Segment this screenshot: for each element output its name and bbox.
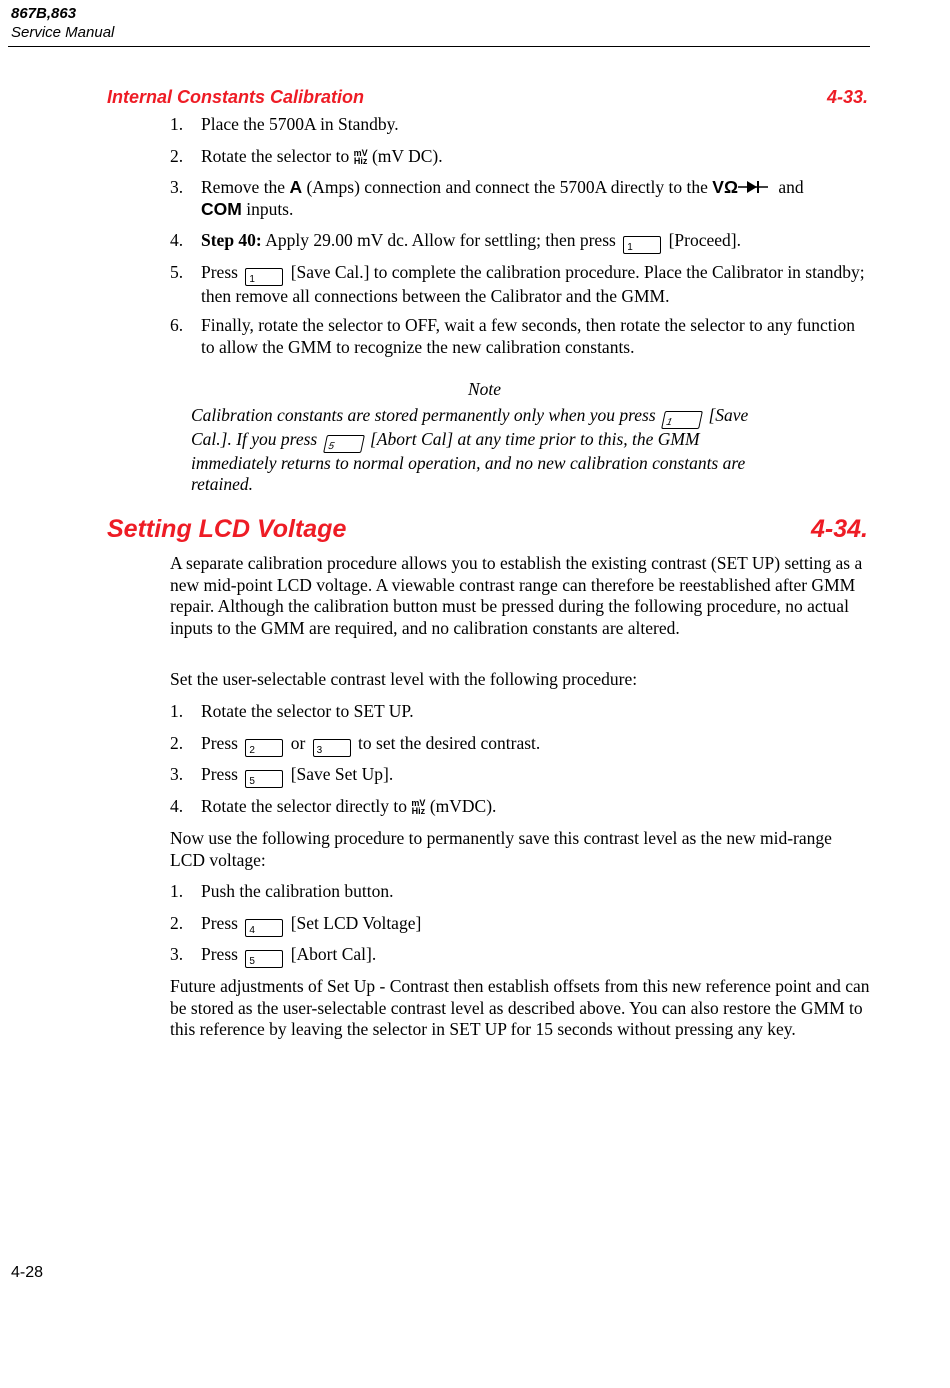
list-item: 2. Rotate the selector to mV Hiz (mV DC). <box>170 146 443 166</box>
list-item: 6. Finally, rotate the selector to OFF, wait a few seconds, then rotate the selector to any function to allow the GMM to recognize the new calibration constants. <box>170 315 856 357</box>
softkey-4: 4 <box>245 919 283 937</box>
softkey-5: 5 <box>245 950 283 968</box>
section-number: 4-34. <box>811 515 868 543</box>
header-rule <box>8 46 870 47</box>
section-title: Setting LCD Voltage <box>107 515 347 543</box>
softkey-3: 3 <box>313 739 351 757</box>
list-item: 5. Press 1 [Save Cal.] to complete the calibration procedure. Place the Calibrator in standby; then remove all connections between the Calibrator and the GMM. <box>170 262 865 306</box>
softkey-5: 5 <box>323 435 365 453</box>
list-item: 2. Press 2 or 3 to set the desired contrast. <box>170 733 541 756</box>
model-number: 867B,863 <box>11 5 77 22</box>
list-item: 4. Step 40: Apply 29.00 mV dc. Allow for settling; then press 1 [Proceed]. <box>170 230 741 253</box>
amps-terminal-label: A <box>289 177 303 197</box>
diode-icon <box>738 180 768 194</box>
save-intro-paragraph: Now use the following procedure to permanently save this contrast level as the new mid-range LCD voltage: <box>170 828 832 870</box>
closing-paragraph: Future adjustments of Set Up - Contrast then establish offsets from this new reference point and can be stored as the user-selectable contrast level as described above. You can also restore the GMM to this reference by leaving the selector in SET UP for 15 seconds without pressing any key. <box>170 976 870 1039</box>
running-header <box>11 4 114 42</box>
page-number: 4-28 <box>11 1264 44 1281</box>
section-title: Internal Constants Calibration <box>107 87 365 107</box>
softkey-2: 2 <box>245 739 283 757</box>
note-body: Calibration constants are stored permanently only when you press 1 [Save Cal.]. If you press 5 [Abort Cal] at any time prior to this, the GMM immediately returns to normal operation, and no new calibration constants are retained. <box>191 405 749 495</box>
mv-hiz-symbol: mV Hiz <box>411 798 426 816</box>
note-heading: Note <box>468 379 502 399</box>
list-item: 2. Press 4 [Set LCD Voltage] <box>170 913 422 936</box>
intro-paragraph: A separate calibration procedure allows you to establish the existing contrast (SET UP) setting as a new mid-point LCD voltage. A viewable contrast range can therefore be reestablished after GMM repair. Although the calibration button must be pressed during the following procedure, no actual inputs to the GMM are required, and no calibration constants are altered. <box>170 553 863 638</box>
com-terminal-label: COM <box>201 198 242 219</box>
list-item: 3. Press 5 [Abort Cal]. <box>170 944 377 967</box>
contrast-steps-list <box>170 701 870 818</box>
softkey-1: 1 <box>245 268 283 286</box>
list-item: 3. Press 5 [Save Set Up]. <box>170 764 394 787</box>
list-item: 4. Rotate the selector directly to mV Hiz (mVDC). <box>170 796 497 816</box>
manual-title: Service Manual <box>11 24 115 41</box>
section-heading-setting-lcd-voltage <box>107 515 868 544</box>
calibration-steps-list <box>170 114 870 358</box>
softkey-1: 1 <box>623 236 661 254</box>
list-item: 3. Remove the A (Amps) connection and connect the 5700A directly to the VΩ and COM inputs. <box>170 177 804 219</box>
softkey-5: 5 <box>245 770 283 788</box>
section-heading-internal-constants <box>107 87 868 108</box>
set-intro-paragraph: Set the user-selectable contrast level with the following procedure: <box>170 669 638 689</box>
softkey-1: 1 <box>661 411 703 429</box>
list-item: 1. Push the calibration button. <box>170 881 394 901</box>
volt-ohm-terminal-label: VΩ <box>712 177 738 197</box>
section-number: 4-33. <box>826 87 868 107</box>
list-item: 1. Rotate the selector to SET UP. <box>170 701 414 721</box>
list-item: 1. Place the 5700A in Standby. <box>170 114 399 134</box>
mv-hiz-symbol: mV Hiz <box>353 148 368 166</box>
save-steps-list <box>170 881 870 968</box>
